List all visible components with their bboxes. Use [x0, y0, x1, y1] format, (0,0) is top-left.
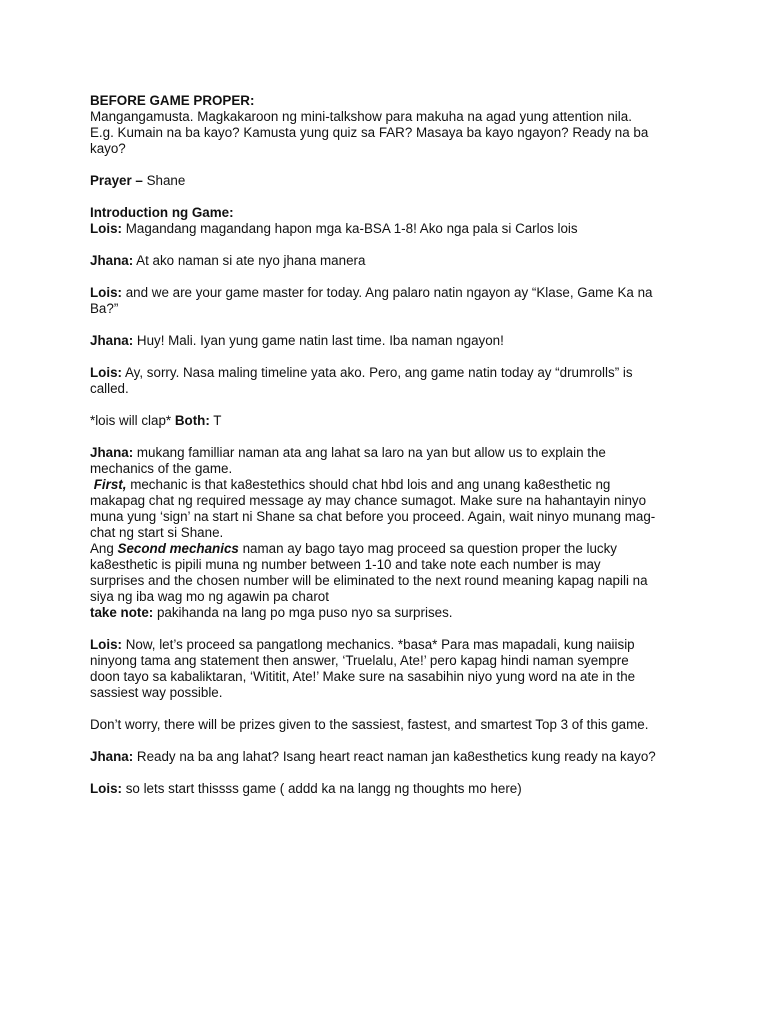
dialogue-text: surprises and the chosen number will be eliminated to the next round meaning kapag napili na: [90, 573, 648, 588]
first-mechanic-label: First,: [93, 477, 127, 492]
speaker-label: Jhana:: [90, 253, 134, 268]
dialogue-text: so lets start thissss game ( addd ka na langg ng thoughts mo here): [122, 781, 522, 796]
dialogue-block: [90, 333, 690, 349]
introduction-heading: Introduction ng Game:: [90, 205, 234, 220]
dialogue-block: [90, 253, 690, 269]
before-game-line: kayo?: [90, 141, 126, 156]
dialogue-block: [90, 413, 690, 429]
dialogue-text: makapag chat ng required message ay may chance sumagot. Make sure na hahantayin ninyo: [90, 493, 647, 508]
speaker-label: Jhana:: [90, 445, 134, 460]
dialogue-text: sassiest way possible.: [90, 685, 223, 700]
dialogue-text: ninyong tama ang statement then answer, ‘Truelalu, Ate!’ pero kapag hindi naman syempre: [90, 653, 629, 668]
take-note-label: take note:: [90, 605, 154, 620]
prayer-label: Prayer –: [90, 173, 143, 188]
dialogue-text: Ba?”: [90, 301, 119, 316]
dialogue-block: [90, 637, 690, 701]
speaker-label: Lois:: [90, 365, 122, 380]
dialogue-text: Magandang magandang hapon mga ka-BSA 1-8! Ako nga pala si Carlos lois: [122, 221, 578, 236]
speaker-label: Lois:: [90, 221, 122, 236]
dialogue-text: At ako naman si ate nyo jhana manera: [133, 253, 366, 268]
dialogue-text: chat ng start si Shane.: [90, 525, 224, 540]
before-game-line: Mangangamusta. Magkakaroon ng mini-talkshow para makuha na agad yung attention nila.: [90, 109, 632, 124]
prayer-text: Shane: [142, 173, 186, 188]
speaker-label: Lois:: [90, 637, 122, 652]
speaker-label: Jhana:: [90, 333, 134, 348]
dialogue-text: T: [209, 413, 222, 428]
introduction-section: [90, 205, 690, 237]
dialogue-text: Now, let’s proceed sa pangatlong mechanics. *basa* Para mas mapadali, kung naiisip: [122, 637, 635, 652]
dialogue-text: mechanic is that ka8estethics should chat hbd lois and ang unang ka8esthetic ng: [126, 477, 611, 492]
before-game-line: E.g. Kumain na ba kayo? Kamusta yung quiz sa FAR? Masaya ba kayo ngayon? Ready na ba: [90, 125, 649, 140]
dialogue-block: [90, 365, 690, 397]
dialogue-text: Huy! Mali. Iyan yung game natin last time. Iba naman ngayon!: [133, 333, 504, 348]
dialogue-text: muna yung ‘sign’ na start ni Shane sa chat before you proceed. Again, wait ninyo munang mag-: [90, 509, 656, 524]
second-mechanic-label: Second mechanics: [117, 541, 239, 556]
dialogue-text: siya ng iba wag mo ng agawin pa charot: [90, 589, 329, 604]
prayer-line: [90, 173, 690, 189]
document-page: [90, 93, 690, 813]
dialogue-text: ka8esthetic is pipili muna ng number between 1-10 and take note each number is may: [90, 557, 601, 572]
dialogue-text: Ang: [90, 541, 118, 556]
dialogue-block: [90, 781, 690, 797]
mechanics-block: [90, 445, 690, 621]
speaker-label: Lois:: [90, 285, 122, 300]
dialogue-text: naman ay bago tayo mag proceed sa question proper the lucky: [238, 541, 618, 556]
speaker-label: Lois:: [90, 781, 122, 796]
dialogue-block: [90, 717, 690, 733]
dialogue-text: and we are your game master for today. Ang palaro natin ngayon ay “Klase, Game Ka na: [122, 285, 653, 300]
before-game-heading: BEFORE GAME PROPER:: [90, 93, 255, 108]
dialogue-text: mukang familliar naman ata ang lahat sa laro na yan but allow us to explain the: [133, 445, 606, 460]
dialogue-text: Don’t worry, there will be prizes given to the sassiest, fastest, and smartest Top 3 of this game.: [90, 717, 649, 732]
dialogue-text: Ready na ba ang lahat? Isang heart react naman jan ka8esthetics kung ready na kayo?: [133, 749, 656, 764]
dialogue-block: [90, 749, 690, 765]
dialogue-text: mechanics of the game.: [90, 461, 233, 476]
dialogue-text: doon tayo sa kabaliktaran, ‘Wititit, Ate!’ Make sure na sasabihin niyo yung word na ate in the: [90, 669, 636, 684]
speaker-label: Jhana:: [90, 749, 134, 764]
speaker-label: Both:: [174, 413, 210, 428]
dialogue-text: called.: [90, 381, 129, 396]
dialogue-text: Ay, sorry. Nasa maling timeline yata ako. Pero, ang game natin today ay “drumrolls” is: [122, 365, 633, 380]
dialogue-block: [90, 285, 690, 317]
dialogue-text: pakihanda na lang po mga puso nyo sa surprises.: [153, 605, 453, 620]
before-game-section: [90, 93, 690, 157]
stage-direction: *lois will clap*: [90, 413, 175, 428]
